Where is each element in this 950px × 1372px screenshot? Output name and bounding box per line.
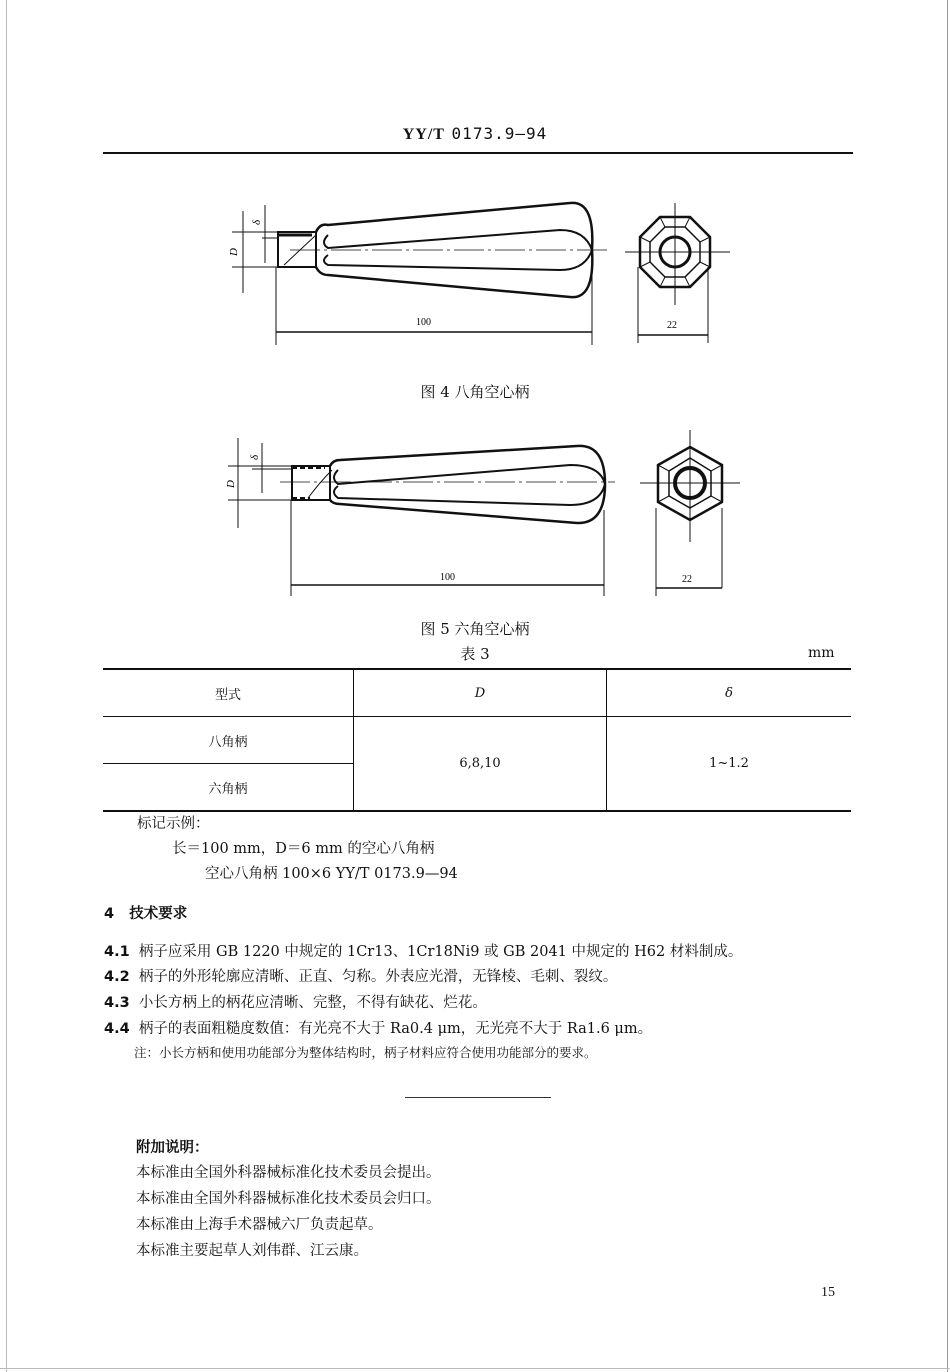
standard-code: YY/T	[402, 126, 445, 143]
page-edge	[0, 1368, 950, 1369]
header-type: 型式	[103, 669, 354, 717]
svg-text:22: 22	[682, 574, 692, 585]
svg-text:δ: δ	[251, 219, 263, 225]
type-hexagonal: 六角柄	[103, 764, 354, 812]
table-3-title: 表 3	[460, 645, 490, 663]
table-3	[103, 668, 851, 812]
D-values: 6,8,10	[354, 717, 607, 812]
table-header-row	[103, 669, 851, 717]
header-delta: δ	[607, 669, 852, 717]
requirement-4-3: 4.3 小长方柄上的柄花应清晰、完整，不得有缺花、烂花。	[104, 995, 487, 1011]
table-unit: mm	[808, 645, 835, 661]
svg-text:100: 100	[416, 317, 431, 328]
section-number: 4	[104, 906, 115, 922]
section-title: 技术要求	[129, 906, 188, 922]
svg-text:δ: δ	[249, 454, 261, 460]
svg-text:100: 100	[440, 572, 455, 583]
hexagonal-handle-drawing	[220, 430, 750, 600]
svg-text:D: D	[225, 480, 237, 488]
additional-note: 本标准主要起草人刘伟群、江云康。	[136, 1243, 368, 1259]
table-row	[103, 717, 851, 764]
svg-text:D: D	[228, 248, 240, 256]
requirement-note: 注：小长方柄和使用功能部分为整体结构时，柄子材料应符合使用功能部分的要求。	[134, 1045, 597, 1060]
requirement-4-4: 4.4 柄子的表面粗糙度数值：有光亮不大于 Ra0.4 μm，无光亮不大于 Ra1.6 μm。	[104, 1021, 653, 1037]
document-header	[0, 124, 950, 144]
requirement-4-2: 4.2 柄子的外形轮廓应清晰、正直、匀称。外表应光滑，无锋棱、毛刺、裂纹。	[104, 969, 618, 985]
svg-text:22: 22	[667, 320, 677, 331]
page-edge	[6, 0, 7, 1372]
header-D: D	[354, 669, 607, 717]
delta-values: 1~1.2	[607, 717, 852, 812]
type-octagonal: 八角柄	[103, 717, 354, 764]
section-4-heading	[104, 902, 187, 923]
marking-example-line1: 长＝100 mm，D＝6 mm 的空心八角柄	[172, 841, 435, 857]
additional-note: 本标准由全国外科器械标准化技术委员会归口。	[136, 1191, 441, 1207]
figure-5-caption: 图 5 六角空心柄	[420, 620, 530, 638]
standard-number: 0173.9—94	[451, 124, 548, 143]
page-number: 15	[821, 1285, 835, 1300]
additional-note: 本标准由全国外科器械标准化技术委员会提出。	[136, 1165, 441, 1181]
header-rule	[103, 152, 853, 154]
figure-4-caption: 图 4 八角空心柄	[420, 383, 530, 401]
end-separator	[405, 1097, 551, 1098]
additional-note: 本标准由上海手术器械六厂负责起草。	[136, 1217, 383, 1233]
octagonal-handle-drawing	[220, 195, 750, 355]
figure-4-drawing	[220, 195, 750, 355]
marking-example-label: 标记示例：	[137, 816, 210, 832]
marking-example-line2: 空心八角柄 100×6 YY/T 0173.9—94	[205, 866, 458, 882]
figure-5-drawing	[220, 430, 750, 600]
requirement-4-1: 4.1 柄子应采用 GB 1220 中规定的 1Cr13、1Cr18Ni9 或 GB 2041 中规定的 H62 材料制成。	[104, 944, 743, 960]
page-edge	[947, 0, 948, 1372]
additional-notes-title: 附加说明：	[136, 1140, 209, 1156]
